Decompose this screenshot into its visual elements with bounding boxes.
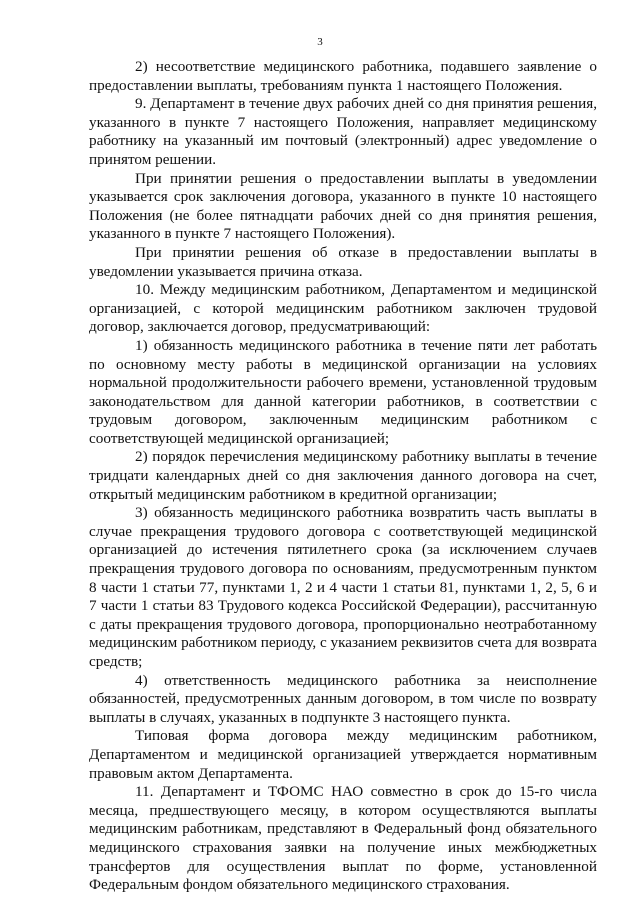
page-number: 3 <box>317 36 323 48</box>
paragraph-subpoint-3-refund: 3) обязанность медицинского работника возвратить часть выплаты в случае прекращения трудового договора с соответствующей медицинской организацией до истечения пятилетнего срока (за исключением случаев прекращения трудового договора по основаниям, предусмотренным пунктом 8 части 1 статьи 77, пунктами 1, 2 и 4 части 1 статьи 81, пунктами 1, 2, 5, 6 и 7 части 1 статьи 83 Трудового кодекса Российской Федерации), рассчитанную с даты прекращения трудового договора, пропорционально неотработанному медицинским работником периоду, с указанием реквизитов счета для возврата средств; <box>89 504 597 670</box>
paragraph-point-11: 11. Департамент и ТФОМС НАО совместно в срок до 15-го числа месяца, предшествующего месяцу, в котором осуществляются выплаты медицинским работникам, представляют в Федеральный фонд обязательного медицинского страхования заявки на получение иных межбюджетных трансфертов для осуществления выплат по форме, установленной Федеральным фондом обязательного медицинского страхования. <box>89 783 597 894</box>
paragraph-subpoint-4-liability: 4) ответственность медицинского работника за неисполнение обязанностей, предусмотренных данным договором, в том числе по возврату выплаты в случаях, указанных в подпункте 3 настоящего пункта. <box>89 671 597 726</box>
paragraph-point-9: 9. Департамент в течение двух рабочих дней со дня принятия решения, указанного в пункте 7 настоящего Положения, направляет медицинскому работнику на указанный им почтовый (электронный) адрес уведомление о принятом решении. <box>89 95 597 168</box>
paragraph-subpoint-2-noncompliance: 2) несоответствие медицинского работника, подавшего заявление о предоставлении выплаты, требованиям пункта 1 настоящего Положения. <box>89 58 597 94</box>
paragraph-standard-form: Типовая форма договора между медицинским работником, Департаментом и медицинской организацией утверждается нормативным правовым актом Департамента. <box>89 727 597 782</box>
document-body <box>89 58 597 895</box>
paragraph-point-10: 10. Между медицинским работником, Департаментом и медицинской организацией, с которой медицинским работником заключен трудовой договор, заключается договор, предусматривающий: <box>89 281 597 336</box>
paragraph-refusal-decision: При принятии решения об отказе в предоставлении выплаты в уведомлении указывается причина отказа. <box>89 243 597 280</box>
paragraph-subpoint-1-obligation: 1) обязанность медицинского работника в течение пяти лет работать по основному месту работы в медицинской организации на условиях нормальной продолжительности рабочего времени, установленной трудовым законодательством для данной категории работников, в соответствии с трудовым договором, заключенным медицинским работником с соответствующей медицинской организацией; <box>89 336 597 447</box>
paragraph-subpoint-2-transfer: 2) порядок перечисления медицинскому работнику выплаты в течение тридцати календарных дней со дня заключения данного договора на счет, открытый медицинским работником в кредитной организации; <box>89 448 597 503</box>
paragraph-grant-decision: При принятии решения о предоставлении выплаты в уведомлении указывается срок заключения договора, указанного в пункте 10 настоящего Положения (не более пятнадцати рабочих дней со дня принятия решения, указанного в пункте 7 настоящего Положения). <box>89 169 597 243</box>
